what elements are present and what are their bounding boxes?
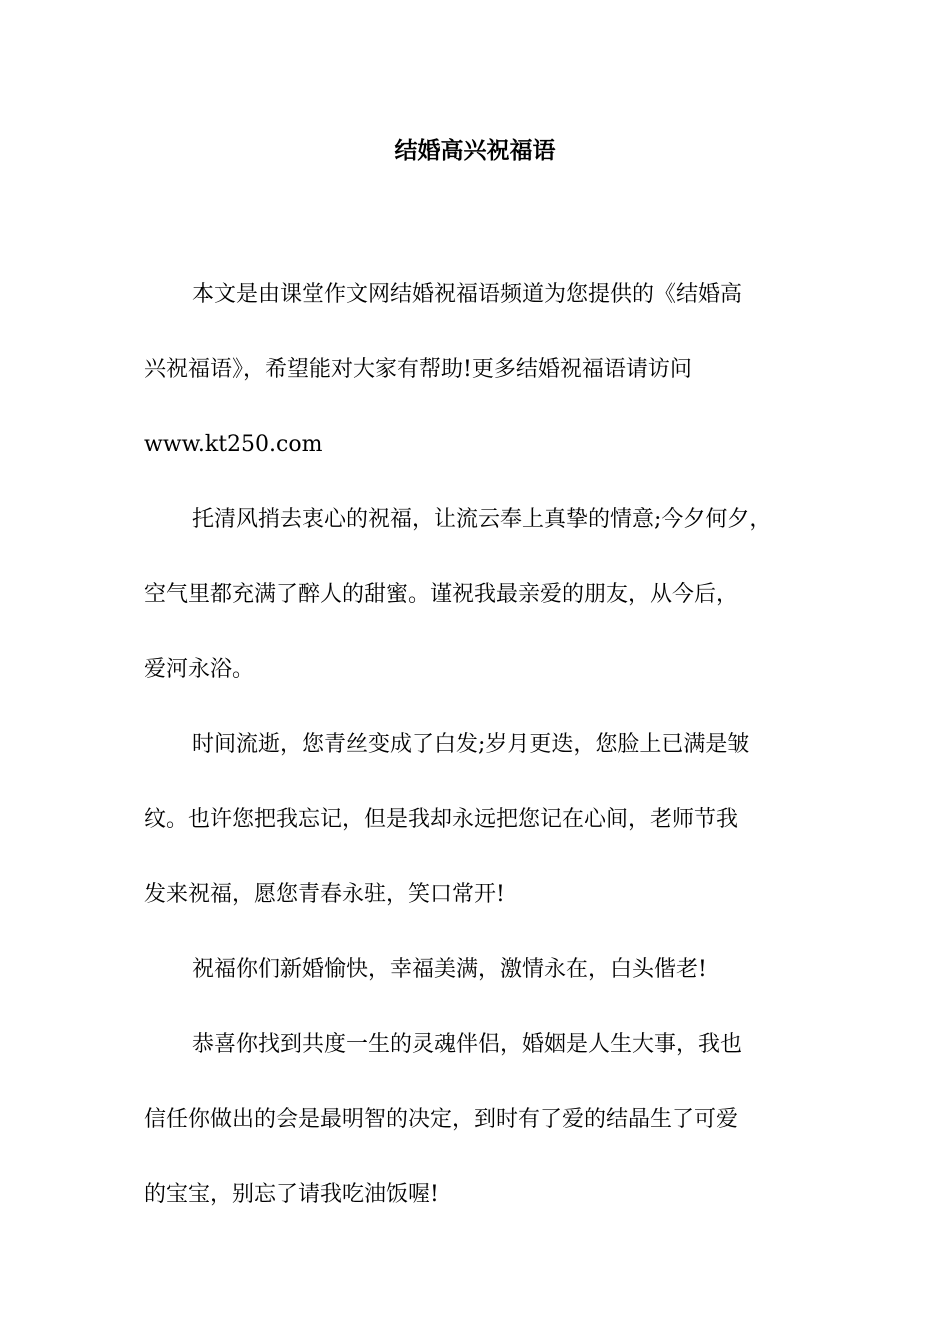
text-line: 托清风捎去衷心的祝福，让流云奉上真挚的情意;今夕何夕， (192, 507, 772, 532)
text-line: 兴祝福语》，希望能对大家有帮助!更多结婚祝福语请访问 (144, 357, 692, 382)
text-line: 纹。也许您把我忘记，但是我却永远把您记在心间，老师节我 (144, 807, 739, 832)
paragraph-blessing-2 (144, 707, 809, 932)
text-line: 信任你做出的会是最明智的决定，到时有了爱的结晶生了可爱 (144, 1107, 739, 1132)
document-body (144, 257, 809, 1232)
text-line: 的宝宝，别忘了请我吃油饭喔! (144, 1182, 439, 1207)
text-line: 本文是由课堂作文网结婚祝福语频道为您提供的《结婚高 (192, 282, 743, 307)
text-line: 恭喜你找到共度一生的灵魂伴侣，婚姻是人生大事，我也 (192, 1032, 743, 1057)
text-line: 空气里都充满了醉人的甜蜜。谨祝我最亲爱的朋友，从今后， (144, 582, 739, 607)
text-line: 时间流逝，您青丝变成了白发;岁月更迭，您脸上已满是皱 (192, 732, 750, 757)
document-title: 结婚高兴祝福语 (394, 138, 556, 164)
text-line: 祝福你们新婚愉快，幸福美满，激情永在，白头偕老! (192, 957, 707, 982)
text-line: 爱河永浴。 (144, 657, 255, 682)
paragraph-intro (144, 257, 809, 482)
text-line: 发来祝福，愿您青春永驻，笑口常开! (144, 882, 505, 907)
website-link-text: www.kt250.com (144, 432, 323, 457)
paragraph-blessing-4 (144, 1007, 809, 1232)
paragraph-blessing-1 (144, 482, 809, 707)
paragraph-blessing-3 (144, 932, 809, 1007)
